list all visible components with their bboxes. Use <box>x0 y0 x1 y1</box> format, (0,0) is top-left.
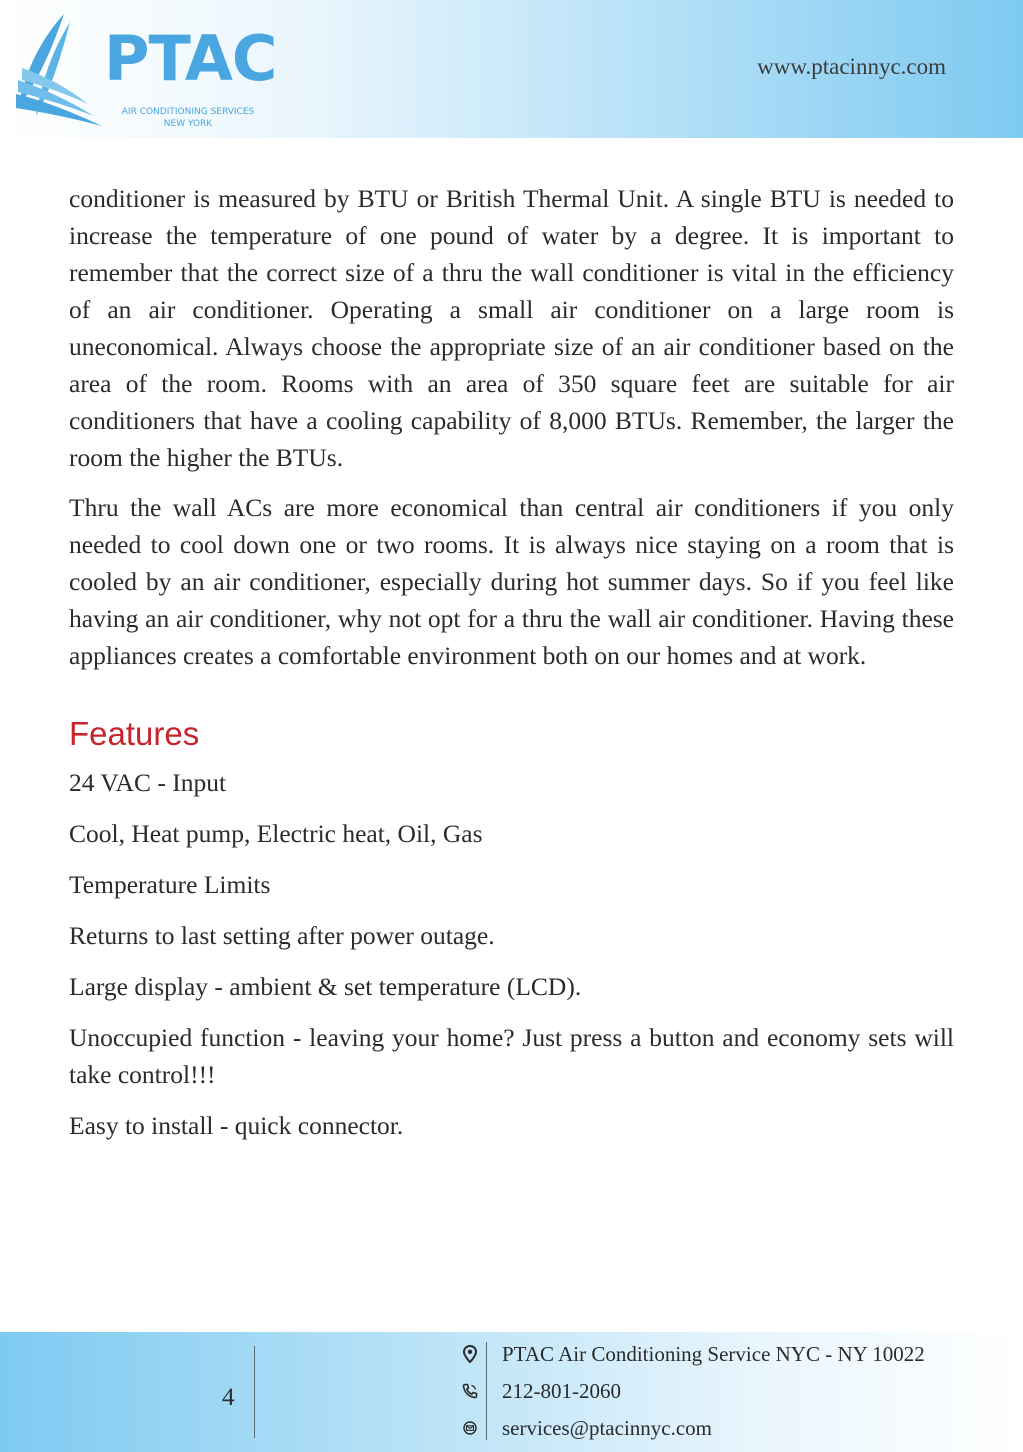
phone-row <box>460 1376 621 1406</box>
email-text[interactable]: services@ptacinnyc.com <box>502 1415 713 1440</box>
main-content <box>69 180 954 1158</box>
logo-tagline-line2: NEW YORK <box>163 119 213 129</box>
page-footer <box>0 1332 1023 1452</box>
feature-item: Returns to last setting after power outage. <box>69 921 495 950</box>
location-pin-icon <box>460 1344 480 1364</box>
email-row <box>460 1413 712 1443</box>
logo-tagline-line1: AIR CONDITIONING SERVICES <box>121 107 255 117</box>
phone-text[interactable]: 212-801-2060 <box>502 1378 621 1403</box>
feature-item: Unoccupied function - leaving your home? Just press a button and economy sets will take control!!! <box>69 1023 954 1089</box>
feature-item: Easy to install - quick connector. <box>69 1111 404 1140</box>
phone-icon <box>460 1381 480 1401</box>
body-paragraph-2: Thru the wall ACs are more economical than central air conditioners if you only needed to cool down one or two rooms. It is always nice staying on a room that is cooled by an air conditioner, especially during hot summer days. So if you feel like having an air conditioner, why not opt for a thru the wall air conditioner. Having these appliances creates a comfortable environment both on our homes and at work. <box>69 493 954 670</box>
address-row <box>460 1339 925 1369</box>
body-paragraph-1: conditioner is measured by BTU or British Thermal Unit. A single BTU is needed to increase the temperature of one pound of water by a degree. It is important to remember that the correct size of a thru the wall conditioner is vital in the efficiency of an air conditioner. Operating a small air conditioner on a large room is uneconomical. Always choose the appropriate size of an air conditioner based on the area of the room. Rooms with an area of 350 square feet are suitable for air conditioners that have a cooling capability of 8,000 BTUs. Remember, the larger the room the higher the BTUs. <box>69 184 954 472</box>
feature-item: Large display - ambient & set temperature (LCD). <box>69 972 582 1001</box>
page-number: 4 <box>222 1384 235 1411</box>
logo-wordmark: PTAC <box>104 22 277 95</box>
features-list <box>69 764 954 1144</box>
email-icon <box>460 1418 480 1438</box>
logo-tagline <box>108 106 268 130</box>
website-link[interactable]: www.ptacinnyc.com <box>757 54 946 79</box>
feature-item: Temperature Limits <box>69 870 271 899</box>
features-heading: Features <box>69 715 200 752</box>
footer-divider <box>254 1346 255 1438</box>
address-text: PTAC Air Conditioning Service NYC - NY 10022 <box>502 1341 925 1366</box>
feature-item: Cool, Heat pump, Electric heat, Oil, Gas <box>69 819 483 848</box>
page-header <box>0 0 1023 138</box>
wing-logo-icon <box>12 8 112 132</box>
feature-item: 24 VAC - Input <box>69 768 227 797</box>
ptac-logo <box>12 8 282 132</box>
